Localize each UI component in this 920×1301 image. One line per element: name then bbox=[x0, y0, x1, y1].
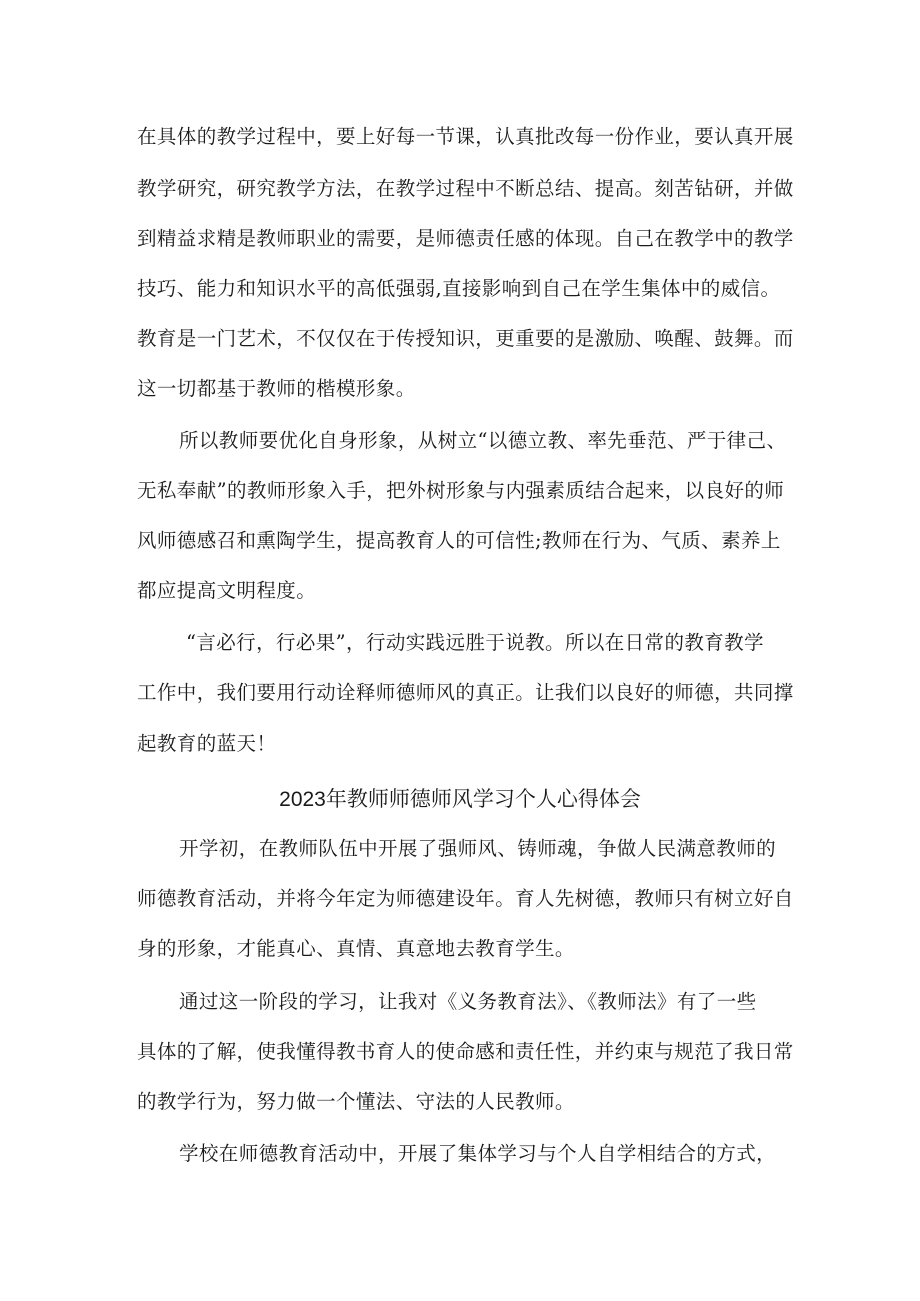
body-text-line: 这一切都基于教师的楷模形象。 bbox=[137, 377, 416, 400]
body-text-line: 所以教师要优化自身形象，从树立“以德立教、率先垂范、严于律己、 bbox=[179, 429, 787, 452]
body-text-line: 学校在师德教育活动中，开展了集体学习与个人自学相结合的方式， bbox=[179, 1142, 777, 1165]
body-text-line: 都应提高文明程度。 bbox=[137, 579, 317, 602]
body-text-line: 的教学行为，努力做一个懂法、守法的人民教师。 bbox=[137, 1090, 575, 1113]
body-text-line: 起教育的蓝天！ bbox=[137, 732, 277, 755]
section-title: 2023年教师师德师风学习个人心得体会 bbox=[279, 788, 641, 811]
body-text-line: 到精益求精是教师职业的需要，是师德责任感的体现。自己在教学中的教学 bbox=[137, 227, 794, 250]
body-text-line: 师德教育活动，并将今年定为师德建设年。育人先树德，教师只有树立好自 bbox=[137, 887, 794, 910]
body-text-line: 通过这一阶段的学习，让我对《义务教育法》、《教师法》有了一些 bbox=[179, 990, 757, 1013]
body-text-line: 教学研究，研究教学方法，在教学过程中不断总结、提高。刻苦钻研，并做 bbox=[137, 177, 794, 200]
body-text-line: 开学初，在教师队伍中开展了强师风、铸师魂，争做人民满意教师的 bbox=[179, 837, 777, 860]
body-text-line: 在具体的教学过程中，要上好每一节课，认真批改每一份作业，要认真开展 bbox=[137, 125, 794, 148]
body-text-line: 具体的了解，使我懂得教书育人的使命感和责任性，并约束与规范了我日常 bbox=[137, 1040, 794, 1063]
body-text-line: 风师德感召和熏陶学生，提高教育人的可信性;教师在行为、气质、素养上 bbox=[137, 529, 781, 552]
body-text-line: 工作中，我们要用行动诠释师德师风的真正。让我们以良好的师德，共同撑 bbox=[137, 681, 794, 704]
body-text-line: 教育是一门艺术，不仅仅在于传授知识，更重要的是激励、唤醒、鼓舞。而 bbox=[137, 327, 794, 350]
body-text-line: 无私奉献”的教师形象入手，把外树形象与内强素质结合起来，以良好的师 bbox=[137, 479, 785, 502]
body-text-line: 身的形象，才能真心、真情、真意地去教育学生。 bbox=[137, 937, 575, 960]
body-text-line: 技巧、能力和知识水平的高低强弱,直接影响到自己在学生集体中的威信。 bbox=[137, 277, 781, 300]
body-text-line: “言必行，行必果”，行动实践远胜于说教。所以在日常的教育教学 bbox=[186, 631, 764, 654]
